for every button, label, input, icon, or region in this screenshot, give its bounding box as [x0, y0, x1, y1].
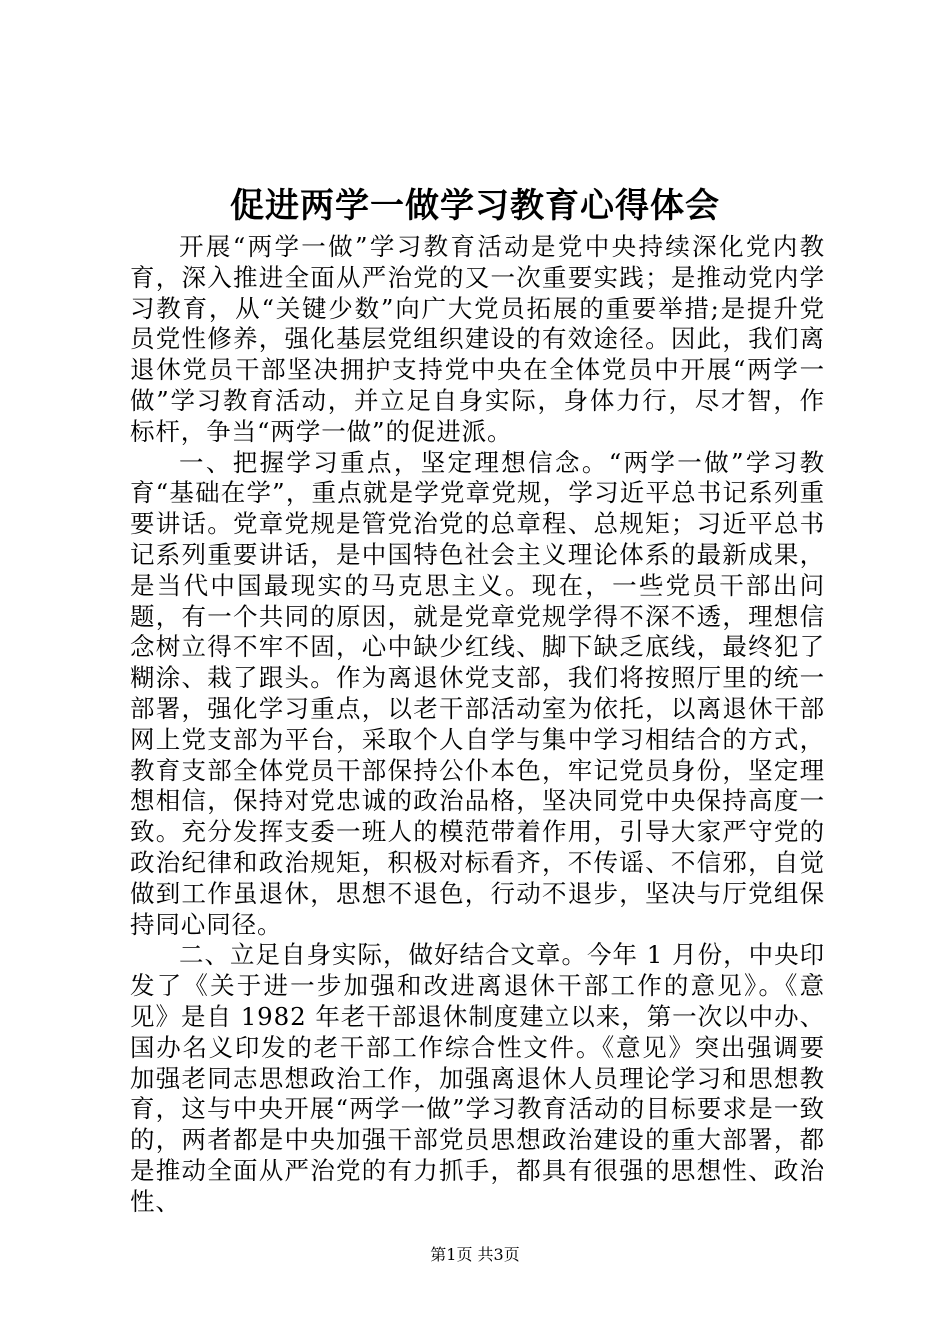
document-body: [130, 232, 825, 1218]
paragraph-intro: 开展“两学一做”学习教育活动是党中央持续深化党内教育，深入推进全面从严治党的又一次重要实践；是推动党内学习教育，从“关键少数”向广大党员拓展的重要举措;是提升党员党性修养，强化基层党组织建设的有效途径。因此，我们离退休党员干部坚决拥护支持党中央在全体党员中开展“两学一做”学习教育活动，并立足自身实际，身体力行，尽才智，作标杆，争当“两学一做”的促进派。: [130, 232, 825, 446]
paragraph-section-two: 二、立足自身实际，做好结合文章。今年 1 月份，中央印发了《关于进一步加强和改进离退休干部工作的意见》。《意见》是自 1982 年老干部退休制度建立以来，第一次以中办、国办名义印发的老干部工作综合性文件。《意见》突出强调要加强老同志思想政治工作，加强离退休人员理论学习和思想教育，这与中央开展“两学一做”学习教育活动的目标要求是一致的，两者都是中央加强干部党员思想政治建设的重大部署，都是推动全面从严治党的有力抓手，都具有很强的思想性、政治性、: [130, 940, 825, 1216]
paragraph-section-one: 一、把握学习重点，坚定理想信念。“两学一做”学习教育“基础在学”，重点就是学党章党规，学习近平总书记系列重要讲话。党章党规是管党治党的总章程、总规矩；习近平总书记系列重要讲话，是中国特色社会主义理论体系的最新成果，是当代中国最现实的马克思主义。现在，一些党员干部出问题，有一个共同的原因，就是党章党规学得不深不透，理想信念树立得不牢不固，心中缺少红线、脚下缺乏底线，最终犯了糊涂、栽了跟头。作为离退休党支部，我们将按照厅里的统一部署，强化学习重点，以老干部活动室为依托，以离退休干部网上党支部为平台，采取个人自学与集中学习相结合的方式，教育支部全体党员干部保持公仆本色，牢记党员身份，坚定理想相信，保持对党忠诚的政治品格，坚决同党中央保持高度一致。充分发挥支委一班人的模范带着作用，引导大家严守党的政治纪律和政治规矩，积极对标看齐，不传谣、不信邪，自觉做到工作虽退休，思想不退色，行动不退步，坚决与厅党组保持同心同径。: [130, 447, 825, 939]
page-number-footer: 第1页 共3页: [430, 1245, 520, 1264]
document-title: 促进两学一做学习教育心得体会: [230, 186, 720, 226]
